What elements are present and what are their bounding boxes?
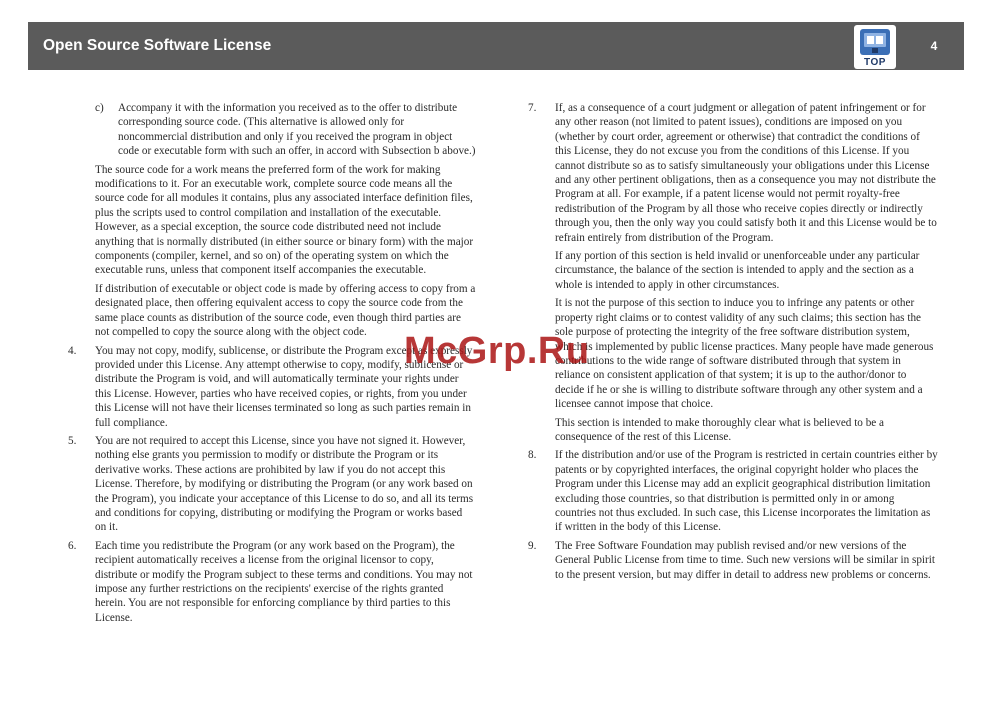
list-item-number: 9. [528, 539, 537, 552]
watermark: McGrp.Ru [404, 330, 590, 372]
list-item-text: You may not copy, modify, sublicense, or distribute the Program except as expressly provided under this License. Any attempt otherwise to copy, modify, sublicense or distribute the Program is void, and will automatically terminate your rights under this License. However, parties who have received copies, or rights, from you under this License will not have their licenses terminated so long as such parties remain in full compliance. [95, 344, 473, 429]
top-button[interactable] [854, 25, 896, 69]
list-item-text: The Free Software Foundation may publish revised and/or new versions of the General Public License from time to time. Such new versions will be similar in spirit to the present version, but may differ in detail to address new problems or concerns. [555, 539, 935, 581]
list-item-number: 7. [528, 102, 537, 114]
paragraph: It is not the purpose of this section to induce you to infringe any patents or other property right claims or to contest validity of any such claims; this section has the sole purpose of protecting the integrity of the free software distribution system, which is implemented by public license practices. Many people have made generous contributions to the wide range of software distributed through that system in reliance on consistent application of that system; it is up to the author/donor to decide if he or she is willing to distribute software through any other system and a licensee cannot impose that choice. [555, 297, 934, 411]
list-item-number: 8. [528, 449, 537, 462]
page-number: 4 [930, 39, 938, 53]
list-item-number: c) [95, 102, 104, 114]
paragraph: The source code for a work means the preferred form of the work for making modifications to it. For an executable work, complete source code means all the source code for all modules it contains, plus any associated interface definition files, plus the scripts used to control compilation and installation of the executable. However, as a special exception, the source code distributed need not include anything that is normally distributed (in either source or binary form) with the major components (compiler, kernel, and so on) of the operating system on which the executable runs, unless that component itself accompanies the executable. [95, 163, 474, 277]
list-item-number: 5. [68, 434, 77, 447]
list-item-c [95, 101, 476, 159]
list-item-text: You are not required to accept this License, since you have not signed it. However, nothing else grants you permission to modify or distribute the Program or its derivative works. These actions are prohibited by law if you do not accept this License. Therefore, by modifying or distributing the Program (or any work based on the Program), you indicate your acceptance of this License to do so, and all its terms and conditions for copying, distributing or modifying the Program or works based on it. [95, 434, 474, 534]
list-item-8 [528, 448, 938, 534]
paragraph: This section is intended to make thoroughly clear what is believed to be a consequence of the rest of this License. [555, 416, 885, 443]
page-title: Open Source Software License [43, 37, 272, 54]
list-item-number: 6. [68, 539, 77, 552]
list-item-7 [528, 101, 938, 245]
list-item-text: Accompany it with the information you received as to the offer to distribute corresponding source code. (This alternative is allowed only for noncommercial distribution and only if you received the program in object code or executable form with such an offer, in accord with Subsection b above.) [118, 102, 476, 158]
list-item-5 [68, 434, 476, 535]
paragraph: If distribution of executable or object code is made by offering access to copy from a designated place, then offering equivalent access to copy the source code from the same place counts as distribution of the source code, even though third parties are not compelled to copy the source along with the object code. [95, 282, 476, 339]
page-header [28, 22, 964, 70]
list-item-text: Each time you redistribute the Program (or any work based on the Program), the recipient automatically receives a license from the original licensor to copy, distribute or modify the Program subject to these terms and conditions. You may not impose any further restrictions on the recipients' exercise of the rights granted herein. You are not responsible for enforcing compliance by third parties to this License. [95, 539, 473, 624]
list-item-text: If, as a consequence of a court judgment or allegation of patent infringement or for any other reason (not limited to patent issues), conditions are imposed on you (whether by court order, agreement or otherwise) that contradict the conditions of this License, they do not excuse you from the conditions of this License. If you cannot distribute so as to satisfy simultaneously your obligations under this License and any other pertinent obligations, then as a consequence you may not distribute the Program at all. For example, if a patent license would not permit royalty-free redistribution of the Program by all those who receive copies directly or indirectly through you, then the only way you could satisfy both it and this License would be to refrain entirely from distribution of the Program. [555, 102, 937, 244]
list-item-number: 4. [68, 344, 77, 357]
list-item-9 [528, 539, 938, 582]
list-item-6 [68, 539, 476, 625]
projector-top-icon [858, 27, 892, 57]
paragraph: If any portion of this section is held invalid or unenforceable under any particular circumstance, the balance of the section is intended to apply and the section as a whole is intended to apply in other circumstances. [555, 250, 920, 291]
list-item-text: If the distribution and/or use of the Program is restricted in certain countries either by patents or by copyrighted interfaces, the original copyright holder who places the Program under this License may add an explicit geographical distribution limitation excluding those countries, so that distribution is permitted only in or among countries not thus excluded. In such case, this License incorporates the limitation as if written in the body of this License. [555, 449, 938, 534]
top-button-label: TOP [864, 57, 886, 68]
